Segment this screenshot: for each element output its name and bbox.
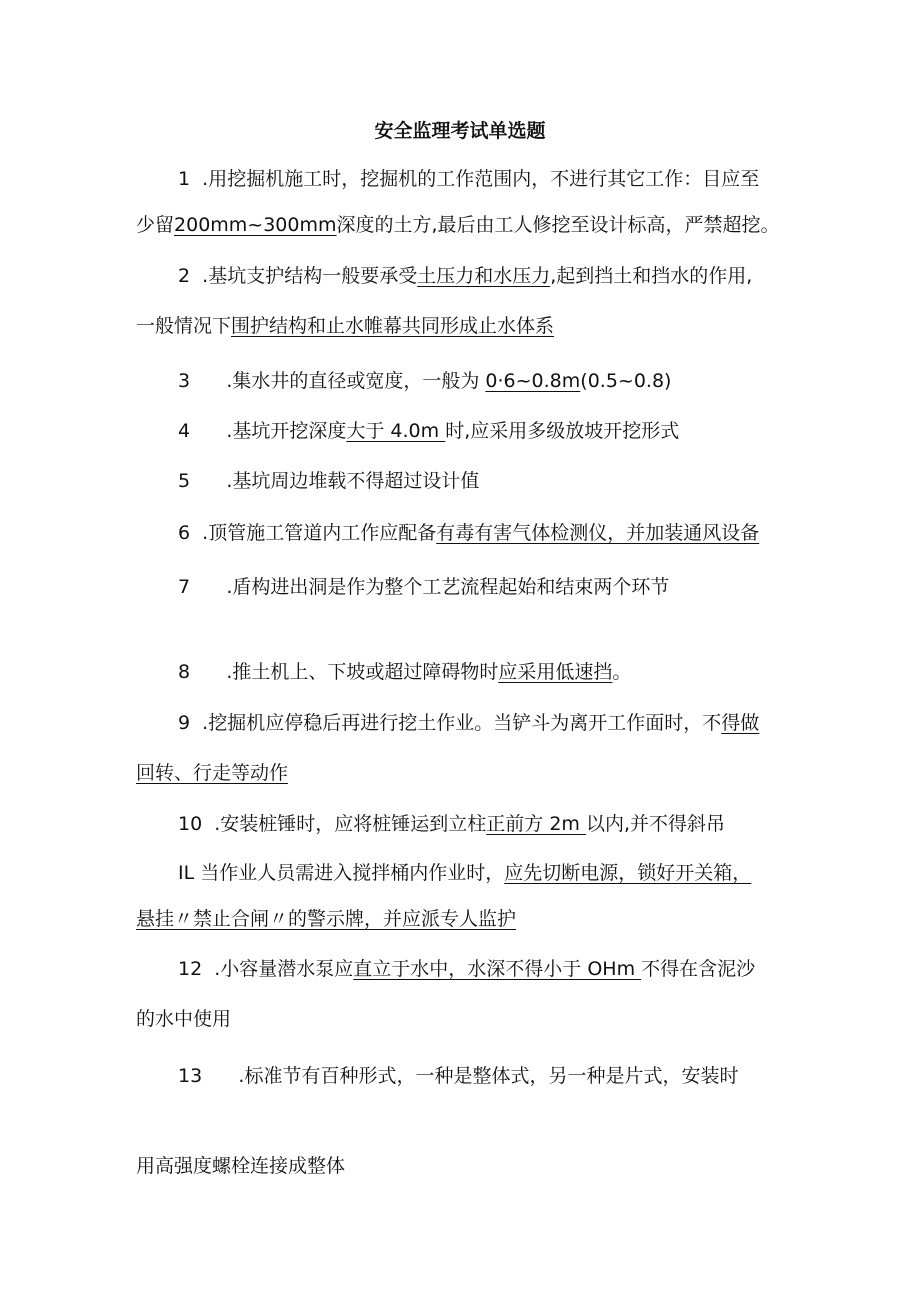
text-segment: 少留 bbox=[136, 214, 175, 236]
text-line bbox=[178, 956, 755, 982]
text-line bbox=[178, 418, 679, 444]
text-line bbox=[136, 760, 288, 786]
text-segment: IL 当作业人员需进入搅拌桶内作业时， bbox=[178, 862, 505, 884]
underlined-answer: 围护结构和止水帷幕共同形成止水体系 bbox=[231, 315, 555, 337]
underlined-answer: 有毒有害气体检测仪，并加装通风设备 bbox=[436, 522, 760, 544]
text-segment: 3 .集水井的直径或宽度，一般为 bbox=[178, 370, 486, 392]
text-line bbox=[178, 710, 759, 736]
text-line bbox=[178, 166, 759, 192]
text-line bbox=[178, 368, 671, 394]
underlined-answer: 正前方 2m bbox=[486, 813, 586, 835]
text-segment: 。 bbox=[612, 661, 632, 683]
underlined-answer: 土压力和水压力 bbox=[417, 265, 551, 287]
underlined-answer: 直立于水中，水深不得小于 OHm bbox=[353, 958, 642, 980]
text-line bbox=[178, 263, 752, 289]
underlined-answer: 0·6~0.8m bbox=[485, 370, 581, 392]
text-segment: 用高强度螺栓连接成整体 bbox=[136, 1155, 346, 1177]
text-segment: 1 .用挖掘机施工时，挖掘机的工作范围内，不进行其它工作：目应至 bbox=[178, 168, 760, 190]
text-segment: 6 .顶管施工管道内工作应配备 bbox=[178, 522, 437, 544]
text-segment: 以内,并不得斜吊 bbox=[585, 813, 726, 835]
underlined-answer: 应采用低速挡 bbox=[498, 661, 613, 683]
text-segment: 时,应采用多级放坡开挖形式 bbox=[445, 420, 680, 442]
text-segment: 一般情况下 bbox=[136, 315, 232, 337]
text-segment: 9 .挖掘机应停稳后再进行挖土作业。当铲斗为离开工作面时，不 bbox=[178, 712, 722, 734]
text-line bbox=[136, 906, 516, 932]
text-line bbox=[178, 520, 759, 546]
underlined-answer: 大于 4.0m bbox=[346, 420, 446, 442]
text-segment: 2 .基坑支护结构一般要承受 bbox=[178, 265, 418, 287]
underlined-answer: 悬挂〃禁止合闸〃的警示牌，并应派专人监护 bbox=[136, 908, 517, 930]
text-line bbox=[178, 468, 479, 494]
text-line bbox=[136, 1006, 231, 1032]
text-segment: 8 .推土机上、下坡或超过障碍物时 bbox=[178, 661, 499, 683]
underlined-answer: 回转、行走等动作 bbox=[136, 762, 289, 784]
text-line bbox=[178, 574, 669, 600]
text-segment: 7 .盾构进出洞是作为整个工艺流程起始和结束两个环节 bbox=[178, 576, 670, 598]
underlined-answer: 200mm~300mm bbox=[174, 214, 337, 236]
text-segment: 12 .小容量潜水泵应 bbox=[178, 958, 354, 980]
text-segment: ,起到挡土和挡水的作用, bbox=[550, 265, 753, 287]
text-line bbox=[178, 811, 725, 837]
underlined-answer: 应先切断电源，锁好开关箱， bbox=[504, 862, 752, 884]
text-line bbox=[136, 212, 780, 238]
text-segment: 不得在含泥沙 bbox=[641, 958, 756, 980]
text-segment: (0.5~0.8) bbox=[580, 370, 672, 392]
text-line bbox=[178, 1063, 738, 1089]
text-segment: 5 .基坑周边堆载不得超过设计值 bbox=[178, 470, 480, 492]
underlined-answer: 得做 bbox=[721, 712, 760, 734]
page-title: 安全监理考试单选题 bbox=[374, 120, 546, 142]
text-line bbox=[136, 313, 554, 339]
text-line bbox=[136, 1153, 345, 1179]
text-line bbox=[178, 860, 751, 886]
text-segment: 深度的土方,最后由工人修挖至设计标高，严禁超挖。 bbox=[336, 214, 780, 236]
text-segment: 13 .标准节有百种形式，一种是整体式，另一种是片式，安装时 bbox=[178, 1065, 739, 1087]
text-segment: 10 .安装桩锤时，应将桩锤运到立柱 bbox=[178, 813, 487, 835]
text-segment: 4 .基坑开挖深度 bbox=[178, 420, 347, 442]
text-line bbox=[178, 659, 631, 685]
text-segment: 的水中使用 bbox=[136, 1008, 232, 1030]
